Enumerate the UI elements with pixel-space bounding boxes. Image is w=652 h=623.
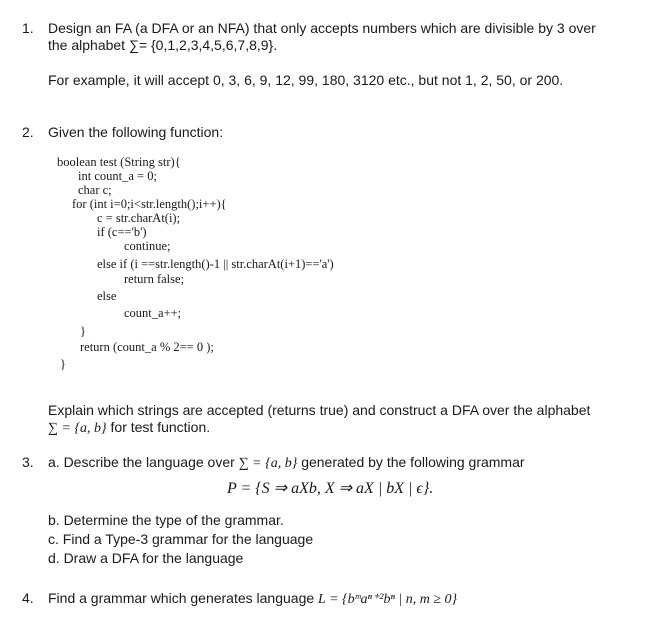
q3-a-prefix: a. Describe the language over <box>48 454 239 470</box>
code-line: count_a++; <box>124 306 182 320</box>
q3-d: d. Draw a DFA for the language <box>48 550 244 566</box>
code-line: } <box>60 357 66 371</box>
code-line: if (c=='b') <box>97 225 147 239</box>
q4-text: Find a grammar which generates language <box>48 590 319 606</box>
code-line: return false; <box>124 272 185 286</box>
q3-a-suffix: generated by the following grammar <box>297 454 525 470</box>
code-line: c = str.charAt(i); <box>97 211 181 225</box>
code-line: int count_a = 0; <box>78 169 157 183</box>
code-line: for (int i=0;i<str.length();i++){ <box>72 197 227 211</box>
q3-alphabet-math: ∑ = {a, b} <box>238 456 298 471</box>
q2-explain-text: for test function. <box>106 419 211 435</box>
q3-b: b. Determine the type of the grammar. <box>48 512 284 528</box>
alphabet-math: ∑ = {a, b} <box>48 421 107 436</box>
code-line: char c; <box>78 183 112 197</box>
q1-line1: Design an FA (a DFA or an NFA) that only accepts numbers which are divisible by 3 over <box>48 20 596 36</box>
q3-c: c. Find a Type-3 grammar for the language <box>48 531 314 547</box>
q3-number: 3. <box>22 454 34 470</box>
q2-explain-line1: Explain which strings are accepted (returns true) and construct a DFA over the alphabet <box>48 402 591 418</box>
q1-example: For example, it will accept 0, 3, 6, 9, 12, 99, 180, 3120 etc., but not 1, 2, 50, or 200. <box>48 72 564 88</box>
code-line: return (count_a % 2== 0 ); <box>80 340 214 354</box>
code-line: boolean test (String str){ <box>57 155 181 169</box>
q2-explain-line2 <box>48 419 210 437</box>
code-line: else if (i ==str.length()-1 || str.charAt(i+1)=='a') <box>97 257 334 271</box>
code-line: } <box>80 324 86 338</box>
q4-line <box>48 590 457 608</box>
q2-number: 2. <box>22 124 34 140</box>
code-line: continue; <box>124 239 171 253</box>
q4-number: 4. <box>22 590 34 606</box>
q4-language-math: L = {bᵐaⁿ⁺²bⁿ | n, m ≥ 0} <box>318 592 458 607</box>
code-line: else <box>97 289 117 303</box>
q1-number: 1. <box>22 20 34 36</box>
q3-line-a <box>48 454 525 472</box>
q1-line2: the alphabet ∑= {0,1,2,3,4,5,6,7,8,9}. <box>48 37 278 53</box>
q2-intro: Given the following function: <box>48 124 224 140</box>
grammar-rules: P = {S ⇒ aXb, X ⇒ aX | bX | ϵ}. <box>227 480 434 497</box>
